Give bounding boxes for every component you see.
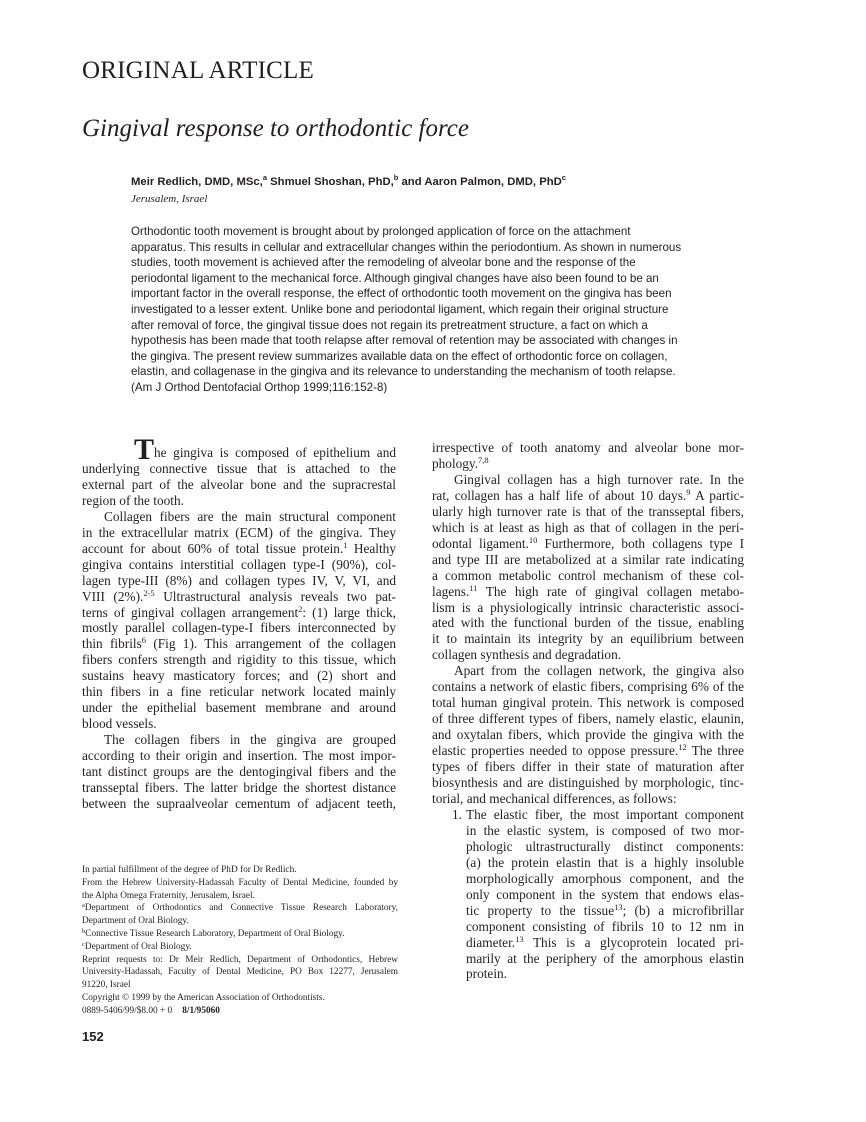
body-line [82, 433, 396, 466]
citation-ref: 10 [528, 534, 538, 545]
body-text: thin fibrils [82, 636, 142, 652]
body-text: VIII (2%). [82, 588, 144, 604]
abstract-line: important factor in the overall response, the effect of orthodontic tooth movement on the gingiva has been [131, 287, 672, 301]
article-title: Gingival response to orthodontic force [82, 115, 469, 142]
body-line [82, 636, 396, 652]
affiliation-marker: a [262, 173, 267, 182]
body-line: total human gingival protein. This network is composed [432, 695, 744, 711]
citation-ref: 2-5 [143, 587, 155, 598]
body-text: lagens. [432, 583, 470, 599]
body-line: biosynthesis and are distinguished by morphologic, tinc- [432, 775, 744, 791]
list-number: 1. [452, 806, 462, 822]
body-line [82, 605, 396, 621]
numbered-list-item [432, 807, 744, 982]
drop-cap: T [134, 433, 155, 466]
body-text: phology. [432, 455, 479, 471]
body-line: torial, and mechanical differences, as follows: [432, 790, 677, 806]
body-line: The elastic fiber, the most important component [466, 806, 744, 822]
body-line [432, 456, 744, 472]
abstract-line: hypothesis has been made that tooth relapse after removal of retention may be associated with changes in [131, 334, 678, 348]
body-line: Apart from the collagen network, the gingiva also [454, 663, 744, 679]
body-text: odontal ligament. [432, 535, 529, 551]
body-line: protein. [466, 966, 507, 982]
body-line [432, 743, 744, 759]
body-line: of three different types of fibers, namely elastic, elaunin, [432, 711, 744, 727]
body-line: external part of the alveolar bone and the supracrestal [82, 476, 396, 492]
citation-ref: 2 [298, 603, 303, 614]
body-text: tic property to the tissue [466, 902, 615, 918]
document-id: 8/1/95060 [182, 1005, 220, 1016]
body-line: types of fibers differ in their state of maturation after [432, 759, 744, 775]
body-text: ; (b) a microfibrillar [622, 902, 745, 918]
body-column-right [432, 440, 744, 982]
affiliation-marker: c [561, 173, 566, 182]
footnote-line: From the Hebrew University-Hadassah Faculty of Dental Medicine, founded by [82, 877, 398, 888]
abstract-line: apparatus. This results in cellular and extracellular changes within the periodontium. As shown in numerous [131, 240, 682, 254]
body-line: in the elastic system, is composed of two mor- [466, 822, 744, 838]
footnote-line: In partial fulfillment of the degree of PhD for Dr Redlich. [82, 865, 297, 875]
author-name: Shmuel Shoshan, PhD, [267, 176, 394, 188]
body-line: a common metabolic control mechanism of these col- [432, 567, 744, 583]
footnote-line [82, 928, 398, 941]
body-text: account for about 60% of total tissue protein. [82, 540, 344, 556]
affiliation-marker: b [82, 927, 86, 935]
body-line: tant distinct groups are the dentogingival fibers and the [82, 764, 396, 780]
body-line: according to their origin and insertion. The most impor- [82, 748, 396, 764]
citation-ref: 7,8 [478, 454, 489, 465]
affiliation-marker: c [82, 940, 85, 948]
body-line: blood vessels. [82, 716, 157, 732]
body-line: lism is a physiologically intrinsic characteristic associ- [432, 599, 744, 615]
body-text: Ultrastructural analysis reveals two pat- [154, 588, 396, 604]
abstract-line: Orthodontic tooth movement is brought about by prolonged application of force on the attachment [131, 225, 631, 238]
document-id-line [82, 1005, 398, 1018]
abstract-citation: (Am J Orthod Dentofacial Orthop 1999;116:152-8) [131, 380, 388, 394]
body-line: gingiva contains interstitial collagen type-I (90%), col- [82, 556, 396, 572]
body-line: sustains heavy masticatory forces; and (2) short and [82, 668, 396, 684]
body-text: he gingiva is composed of epithelium and [154, 445, 396, 460]
section-label: ORIGINAL ARTICLE [82, 57, 314, 84]
author-name: Meir Redlich, DMD, MSc, [131, 176, 263, 188]
body-text: elastic properties needed to oppose pressure. [432, 743, 679, 759]
body-line: thin fibers in a fine reticular network located mainly [82, 684, 396, 700]
body-line: phologic ultrastructurally distinct components: [466, 838, 744, 854]
abstract-line: the gingiva. The present review summarizes available data on the effect of orthodontic force on collagen, [131, 349, 668, 363]
citation-ref: 11 [469, 582, 478, 593]
body-text: Healthy [347, 540, 396, 556]
body-line: (a) the protein elastin that is a highly insoluble [466, 854, 744, 870]
body-line [432, 584, 744, 600]
body-line [432, 488, 744, 504]
abstract-line: investigated to a lesser extent. Unlike bone and periodontal ligament, which regain their original structure [131, 302, 669, 316]
body-line: it to maintain its integrity by an equilibrium between [432, 631, 744, 647]
citation-ref: 13 [515, 933, 524, 944]
body-line: transseptal fibers. The latter bridge the shortest distance [82, 780, 396, 796]
affiliation-marker: a [82, 902, 85, 910]
footnote-text: Connective Tissue Research Laboratory, Department of Oral Biology. [85, 928, 345, 939]
body-line: ularly high turnover rate is that of the transseptal fibers, [432, 503, 744, 519]
footnote-line [82, 902, 398, 915]
body-text: A partic- [690, 487, 745, 503]
body-line: only component in the system that endows elas- [466, 886, 744, 902]
affiliation-marker: b [393, 173, 399, 182]
citation-ref: 13 [614, 901, 623, 912]
body-line: collagen synthesis and degradation. [432, 647, 622, 663]
body-text: diameter. [466, 934, 516, 950]
body-line: which is at least as high as that of collagen in the peri- [432, 519, 744, 535]
body-text: (Fig 1). This arrangement of the collagen [146, 636, 396, 652]
footnote-text: Department of Oral Biology. [84, 941, 192, 952]
body-line: and oxytalan fibers, which provide the gingiva with the [432, 727, 744, 743]
body-line [82, 589, 396, 605]
abstract-line: periodontal ligament to the mechanical force. Although gingival changes have also been found to be an [131, 271, 659, 285]
body-line: under the epithelial basement membrane and around [82, 700, 396, 716]
body-text: : (1) large thick, [302, 604, 396, 620]
author-list [131, 173, 566, 188]
body-text: This is a glycoprotein located pri- [523, 934, 744, 950]
copyright-line: Copyright © 1999 by the American Association of Orthodontists. [82, 992, 325, 1003]
body-line: lagen type-III (8%) and collagen types IV, V, VI, and [82, 572, 396, 588]
abstract-line: after removal of force, the gingival tissue does not regain its pretreatment structure, a fact on which a [131, 318, 648, 332]
body-line: region of the tooth. [82, 492, 184, 508]
citation-ref: 6 [141, 635, 147, 646]
body-text: Furthermore, both collagens type I [537, 535, 744, 551]
reprint-requests-line: University-Hadassah, Faculty of Dental Medicine, PO Box 12277, Jerusalem [82, 967, 398, 978]
body-line: ated with the functional burden of the tissue, enabling [432, 615, 744, 631]
page-number: 152 [82, 1029, 104, 1044]
body-text: The high rate of gingival collagen metabo- [477, 583, 744, 599]
footnote-line: the Alpha Omega Fraternity, Jerusalem, Israel. [82, 890, 255, 901]
citation-ref: 1 [343, 539, 348, 550]
footnotes [82, 864, 398, 1018]
body-line: morphologically amorphous component, and the [466, 870, 744, 886]
reprint-requests-line: 91220, Israel [82, 980, 131, 991]
body-line [432, 903, 744, 919]
body-line: mostly parallel collagen-type-I fibers interconnected by [82, 620, 396, 636]
body-line: contains a network of elastic fibers, comprising 6% of the [432, 679, 744, 695]
abstract-line: studies, tooth movement is achieved after the remodeling of alveolar bone and the response of the [131, 256, 636, 270]
body-line: in the extracellular matrix (ECM) of the gingiva. They [82, 524, 396, 540]
abstract-line: elastin, and collagenase in the gingiva and its relevance to understanding the mechanism of tooth relapse. [131, 365, 676, 379]
body-text: terns of gingival collagen arrangement [82, 604, 299, 620]
body-column-left [82, 433, 396, 812]
body-line: underlying connective tissue that is attached to the [82, 460, 396, 476]
issn-code: 0889-5406/99/$8.00 + 0 [82, 1005, 173, 1016]
body-line: Collagen fibers are the main structural component [104, 508, 396, 524]
author-name: and Aaron Palmon, DMD, PhD [398, 176, 562, 188]
citation-ref: 9 [686, 486, 691, 497]
author-location: Jerusalem, Israel [131, 193, 208, 205]
citation-ref: 12 [678, 742, 687, 753]
body-line: between the supraalveolar cementum of adjacent teeth, [82, 795, 396, 811]
body-line: fibers confers strength and rigidity to this tissue, which [82, 652, 396, 668]
body-text: The three [686, 743, 744, 759]
footnote-line [82, 941, 398, 954]
abstract [131, 224, 746, 396]
body-line [432, 935, 744, 951]
footnote-line: Department of Oral Biology. [82, 916, 189, 927]
body-line: marily at the periphery of the amorphous elastin [466, 950, 744, 966]
body-line [82, 541, 396, 557]
reprint-requests-line: Reprint requests to: Dr Meir Redlich, Department of Orthodontics, Hebrew [82, 954, 398, 965]
body-line: and type III are metabolized at a similar rate indicating [432, 551, 744, 567]
body-line [432, 536, 744, 552]
body-line: Gingival collagen has a high turnover rate. In the [454, 471, 744, 487]
footnote-text: Department of Orthodontics and Connective Tissue Research Laboratory, [84, 903, 398, 914]
body-text: rat, collagen has a half life of about 10 days. [432, 487, 687, 503]
body-line: irrespective of tooth anatomy and alveolar bone mor- [432, 440, 744, 455]
body-line: component consisting of fibrils 10 to 12 nm in [466, 918, 744, 934]
body-line: The collagen fibers in the gingiva are grouped [104, 732, 396, 748]
